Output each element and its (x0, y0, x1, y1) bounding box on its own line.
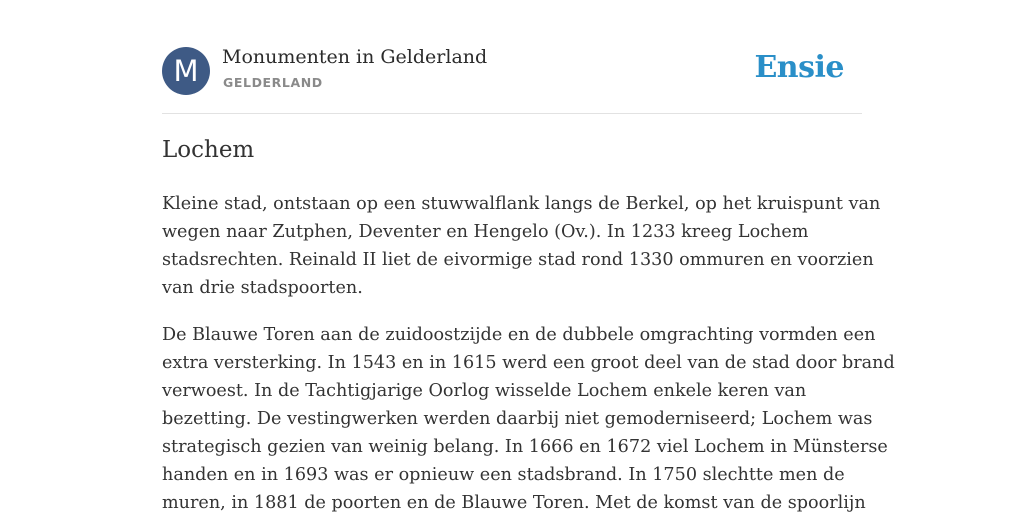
site-title[interactable]: Monumenten in Gelderland (222, 46, 488, 68)
paragraph-line: verwoest. In de Tachtigjarige Oorlog wisselde Lochem enkele keren van (162, 381, 807, 401)
paragraph-line: extra versterking. In 1543 en in 1615 werd een groot deel van de stad door brand (162, 353, 895, 373)
paragraph (162, 321, 895, 512)
paragraph-line: van drie stadspoorten. (162, 278, 363, 298)
article-title: Lochem (162, 137, 255, 163)
article-body (162, 190, 895, 512)
paragraph-line: handen en in 1693 was er opnieuw een stadsbrand. In 1750 slechtte men de (162, 465, 845, 485)
paragraph-line: Kleine stad, ontstaan op een stuwwalflank langs de Berkel, op het kruispunt van (162, 194, 881, 214)
paragraph-line: muren, in 1881 de poorten en de Blauwe Toren. Met de komst van de spoorlijn (162, 493, 866, 512)
avatar[interactable]: M (162, 47, 210, 95)
brand-logo[interactable]: Ensie (754, 50, 844, 85)
paragraph-line: strategisch gezien van weinig belang. In 1666 en 1672 viel Lochem in Münsterse (162, 437, 888, 457)
paragraph-line: bezetting. De vestingwerken werden daarbij niet gemoderniseerd; Lochem was (162, 409, 873, 429)
paragraph-line: De Blauwe Toren aan de zuidoostzijde en de dubbele omgrachting vormden een (162, 325, 876, 345)
header-divider (162, 113, 862, 114)
site-subtitle[interactable]: GELDERLAND (223, 75, 323, 90)
paragraph-line: stadsrechten. Reinald II liet de eivormige stad rond 1330 ommuren en voorzien (162, 250, 874, 270)
site-header (162, 46, 862, 96)
paragraph (162, 190, 882, 302)
paragraph-line: wegen naar Zutphen, Deventer en Hengelo (Ov.). In 1233 kreeg Lochem (162, 222, 809, 242)
